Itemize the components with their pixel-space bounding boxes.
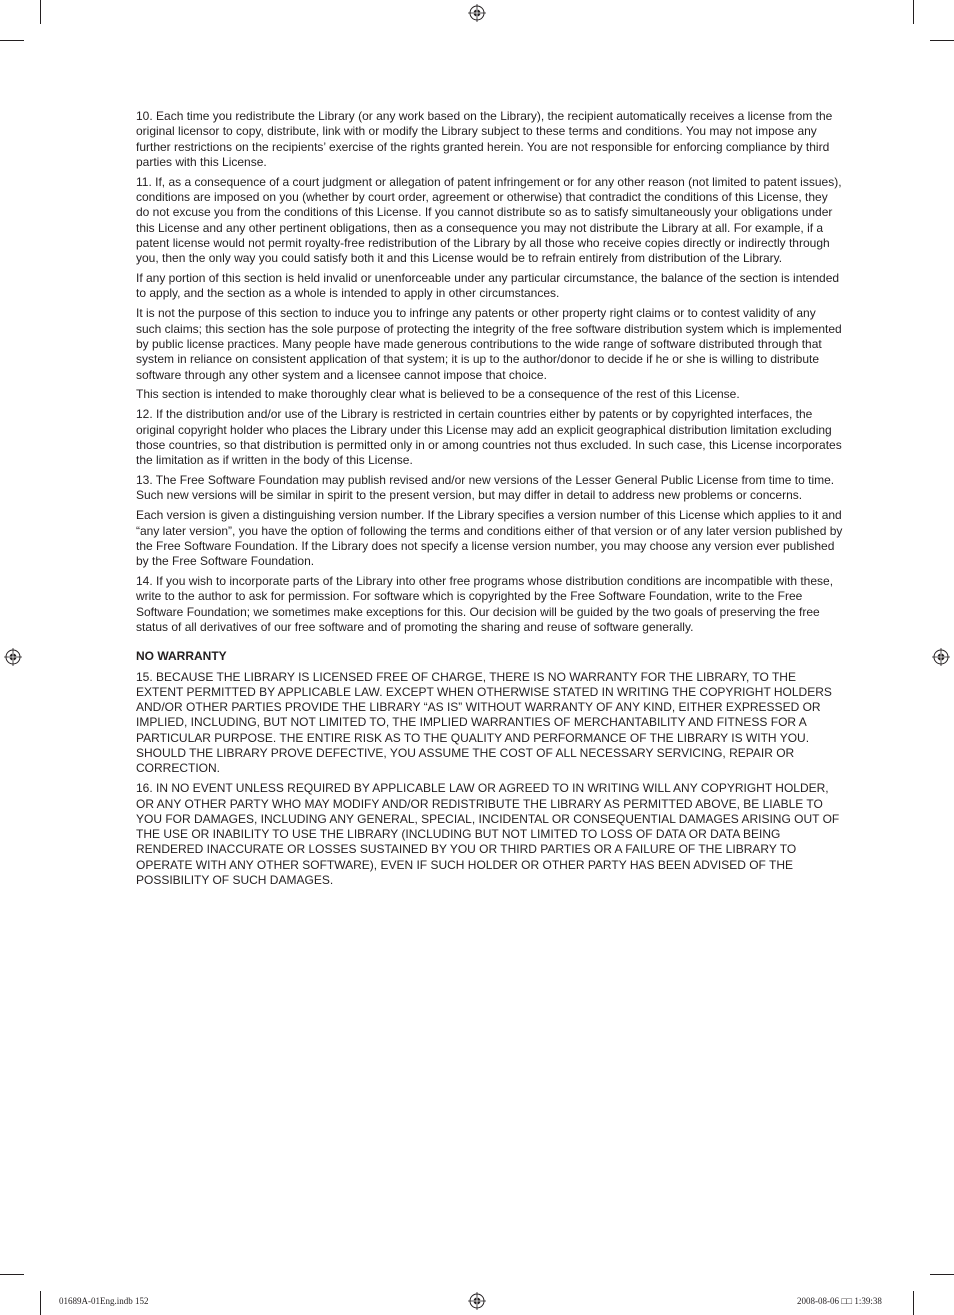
registration-target-icon: [4, 648, 22, 666]
crop-mark-bottom-left-horizontal: [0, 1274, 24, 1275]
paragraph-section-intent: This section is intended to make thoroughly clear what is believed to be a consequence of the rest of this License.: [136, 387, 740, 402]
paragraph-purpose-of-section: It is not the purpose of this section to induce you to infringe any patents or other property right claims or to contest validity of any such claims; this section has the sole purpose of protecting the integrity of the free software distribution system which is implemented by public license practices. Many people have made generous contributions to the wide range of software distributed through that system in reliance on consistent application of that system; it is up to the author/donor to decide if he or she is willing to distribute software through any other system and a licensee cannot impose that choice.: [136, 306, 842, 382]
registration-target-icon: [932, 648, 950, 666]
paragraph-clause-11: 11. If, as a consequence of a court judgment or allegation of patent infringement or for any other reason (not limited to patent issues), conditions are imposed on you (whether by court order, agreement or otherwise) that contradict the conditions of this License, they do not excuse you from the conditions of this License. If you cannot distribute so as to satisfy simultaneously your obligations under this License and any other pertinent obligations, then as a consequence you may not distribute the Library at all. For example, if a patent license would not permit royalty-free redistribution of the Library by all those who receive copies directly or indirectly through you, then the only way you could satisfy both it and this License would be to refrain entirely from distribution of the Library.: [136, 174, 842, 266]
license-text-body: [136, 109, 844, 893]
footer-file-label: 01689A-01Eng.indb 152: [59, 1296, 149, 1306]
crop-mark-bottom-right-vertical: [913, 1291, 914, 1315]
crop-mark-top-left-vertical: [40, 0, 41, 24]
crop-mark-bottom-left-vertical: [40, 1291, 41, 1315]
section-heading-no-warranty: NO WARRANTY: [136, 649, 227, 664]
crop-mark-top-left-horizontal: [0, 40, 24, 41]
paragraph-clause-14: 14. If you wish to incorporate parts of the Library into other free programs whose distribution conditions are incompatible with these, write to the author to ask for permission. For software which is copyrighted by the Free Software Foundation, write to the Free Software Foundation; we sometimes make exceptions for this. Our decision will be guided by the two goals of preserving the free status of all derivatives of our free software and of promoting the sharing and reuse of software generally.: [136, 574, 834, 634]
paragraph-clause-12: 12. If the distribution and/or use of the Library is restricted in certain countries either by patents or by copyrighted interfaces, the original copyright holder who places the Library under this License may add an explicit geographical distribution limitation excluding those countries, so that distribution is permitted only in or among countries not thus excluded. In such case, this License incorporates the limitation as if written in the body of this License.: [136, 407, 842, 468]
paragraph-clause-10: 10. Each time you redistribute the Library (or any work based on the Library), the recipient automatically receives a license from the original licensor to copy, distribute, link with or modify the Library subject to these terms and conditions. You may not impose any further restrictions on the recipients’ exercise of the rights granted herein. You are not responsible for enforcing compliance by third parties with this License.: [136, 109, 833, 169]
paragraph-clause-13: 13. The Free Software Foundation may publish revised and/or new versions of the Lesser General Public License from time to time. Such new versions will be similar in spirit to the present version, but may differ in detail to address new problems or concerns.: [136, 473, 835, 503]
paragraph-version-number: Each version is given a distinguishing version number. If the Library specifies a version number of this License which applies to it and “any later version”, you have the option of following the terms and conditions either of that version or of any later version published by the Free Software Foundation. If the Library does not specify a license version number, you may choose any version ever published by the Free Software Foundation.: [136, 508, 843, 569]
paragraph-clause-16: 16. IN NO EVENT UNLESS REQUIRED BY APPLICABLE LAW OR AGREED TO IN WRITING WILL ANY COPYRIGHT HOLDER, OR ANY OTHER PARTY WHO MAY MODIFY AND/OR REDISTRIBUTE THE LIBRARY AS PERMITTED ABOVE, BE LIABLE TO YOU FOR DAMAGES, INCLUDING ANY GENERAL, SPECIAL, INCIDENTAL OR CONSEQUENTIAL DAMAGES ARISING OUT OF THE USE OR INABILITY TO USE THE LIBRARY (INCLUDING BUT NOT LIMITED TO LOSS OF DATA OR DATA BEING RENDERED INACCURATE OR LOSSES SUSTAINED BY YOU OR THIRD PARTIES OR A FAILURE OF THE LIBRARY TO OPERATE WITH ANY OTHER SOFTWARE), EVEN IF SUCH HOLDER OR OTHER PARTY HAS BEEN ADVISED OF THE POSSIBILITY OF SUCH DAMAGES.: [136, 781, 840, 887]
crop-mark-top-right-vertical: [913, 0, 914, 24]
crop-mark-bottom-right-horizontal: [930, 1274, 954, 1275]
footer-timestamp: 2008-08-06 □□ 1:39:38: [797, 1296, 882, 1306]
registration-target-icon: [468, 4, 486, 22]
crop-mark-top-right-horizontal: [930, 40, 954, 41]
registration-target-icon: [468, 1292, 486, 1310]
paragraph-clause-15: 15. BECAUSE THE LIBRARY IS LICENSED FREE OF CHARGE, THERE IS NO WARRANTY FOR THE LIBRARY, TO THE EXTENT PERMITTED BY APPLICABLE LAW. EXCEPT WHEN OTHERWISE STATED IN WRITING THE COPYRIGHT HOLDERS AND/OR OTHER PARTIES PROVIDE THE LIBRARY “AS IS” WITHOUT WARRANTY OF ANY KIND, EITHER EXPRESSED OR IMPLIED, INCLUDING, BUT NOT LIMITED TO, THE IMPLIED WARRANTIES OF MERCHANTABILITY AND FITNESS FOR A PARTICULAR PURPOSE. THE ENTIRE RISK AS TO THE QUALITY AND PERFORMANCE OF THE LIBRARY IS WITH YOU. SHOULD THE LIBRARY PROVE DEFECTIVE, YOU ASSUME THE COST OF ALL NECESSARY SERVICING, REPAIR OR CORRECTION.: [136, 669, 832, 776]
paragraph-invalid-portion: If any portion of this section is held invalid or unenforceable under any particular circumstance, the balance of the section is intended to apply, and the section as a whole is intended to apply in other circumstances.: [136, 271, 840, 301]
